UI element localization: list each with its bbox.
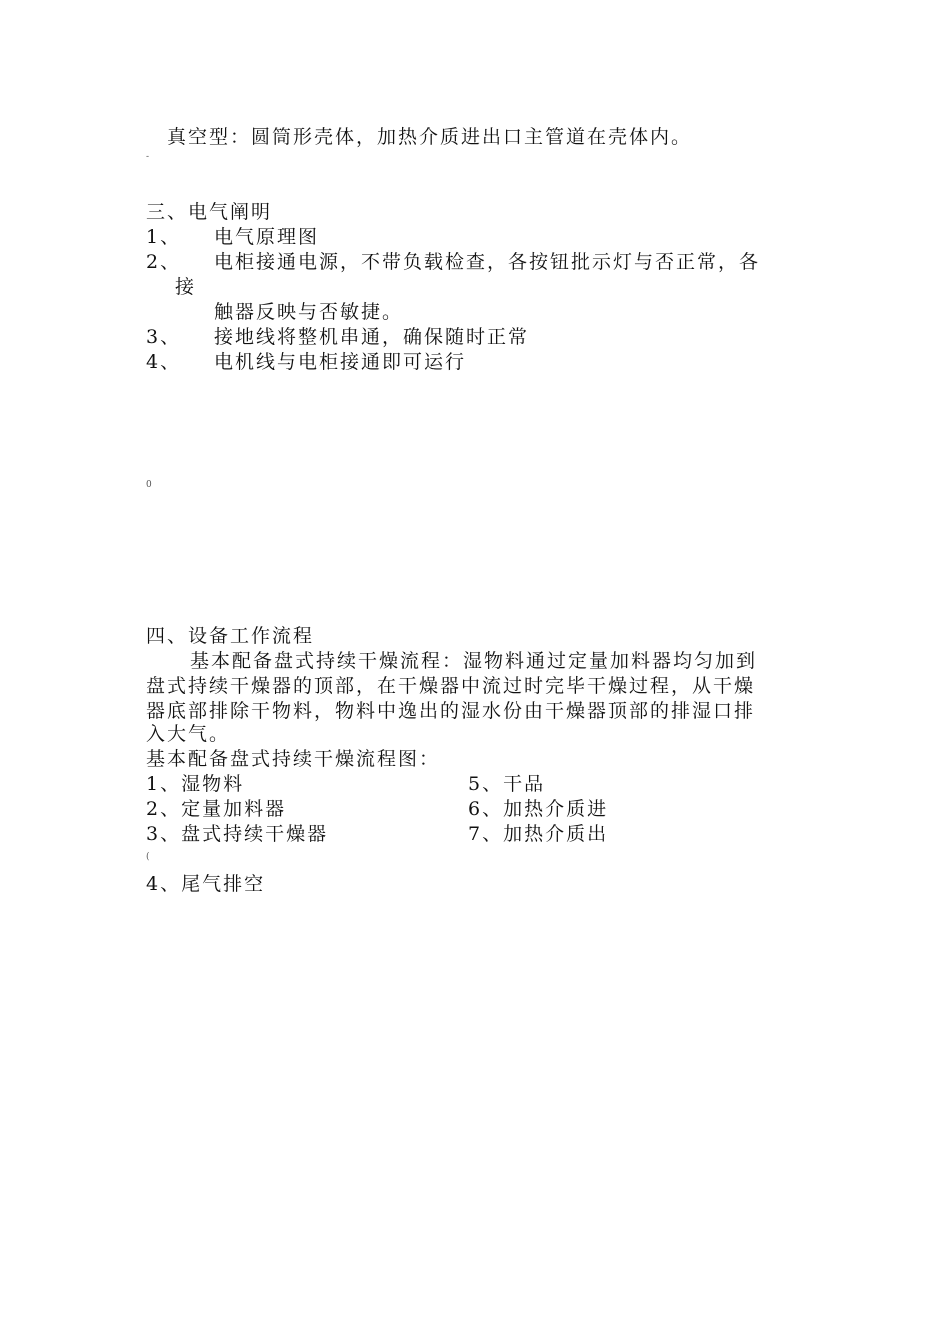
section4-paragraph-line-3: 器底部排除干物料，物料中逸出的湿水份由干燥器顶部的排湿口排	[146, 700, 756, 722]
legend-item-2: 2、定量加料器	[146, 798, 287, 820]
section4-paragraph-line-2: 盘式持续干燥器的顶部，在干燥器中流过时完毕干燥过程，从干燥	[146, 675, 756, 697]
section4-heading: 四、设备工作流程	[146, 625, 315, 647]
section4-paragraph-line-1: 基本配备盘式持续干燥流程：湿物料通过定量加料器均匀加到	[190, 650, 758, 672]
legend-item-7: 7、加热介质出	[468, 823, 609, 845]
section3-item-1	[146, 225, 319, 249]
legend-item-5: 5、干品	[468, 773, 546, 795]
section3-item-2-wrap: 接	[175, 276, 197, 298]
legend-item-6: 6、加热介质进	[468, 798, 609, 820]
item-text: 电气原理图	[214, 226, 320, 248]
item-text: 电柜接通电源，不带负载检查，各按钮批示灯与否正常，各	[214, 251, 761, 273]
section3-item-2-continuation: 触器反映与否敏捷。	[214, 301, 404, 323]
stray-dash-mark: -	[146, 152, 150, 162]
item-number: 2、	[146, 251, 182, 273]
item-number: 1、	[146, 226, 182, 248]
item-text: 接地线将整机串通，确保随时正常	[214, 326, 530, 348]
legend-item-4: 4、尾气排空	[146, 873, 266, 895]
section4-paragraph-line-4: 入大气。	[146, 723, 231, 745]
legend-item-3: 3、盘式持续干燥器	[146, 823, 329, 845]
section3-item-4	[146, 350, 466, 374]
stray-zero-mark: 0	[146, 480, 152, 490]
section3-heading: 三、电气阐明	[146, 201, 273, 223]
item-number: 3、	[146, 326, 182, 348]
vacuum-type-paragraph: 真空型：圆筒形壳体，加热介质进出口主管道在壳体内。	[167, 126, 693, 148]
legend-item-1: 1、湿物料	[146, 773, 245, 795]
section3-item-2	[146, 250, 760, 274]
section3-item-3	[146, 325, 529, 349]
item-number: 4、	[146, 351, 182, 373]
item-text: 电机线与电柜接通即可运行	[214, 351, 467, 373]
stray-paren-mark: (	[146, 852, 150, 862]
flow-diagram-title: 基本配备盘式持续干燥流程图：	[146, 748, 441, 770]
